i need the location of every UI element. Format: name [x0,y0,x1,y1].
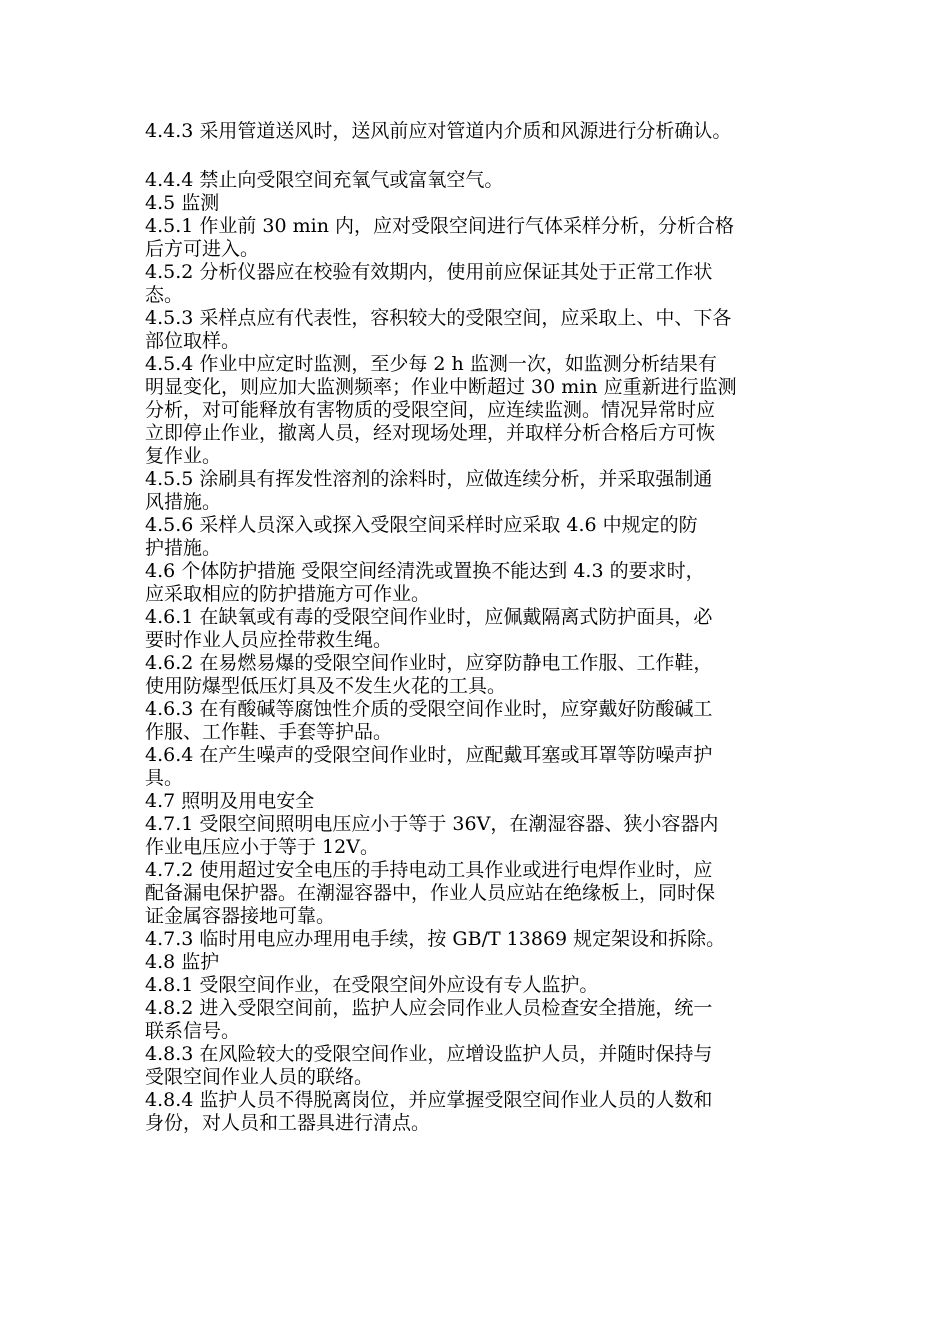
document-page [145,120,825,1135]
text-line: 具。 [145,767,184,789]
text-line-4-8-3: 4.8.3 在风险较大的受限空间作业，应增设监护人员，并随时保持与 [145,1043,713,1065]
text-line: 后方可进入。 [145,238,260,260]
text-line-4-7-1: 4.7.1 受限空间照明电压应小于等于 36V，在潮湿容器、狭小容器内 [145,813,719,835]
text-line: 态。 [145,284,184,306]
text-line-4-8-1: 4.8.1 受限空间作业，在受限空间外应设有专人监护。 [145,974,599,996]
section-heading-4-6: 4.6 个体防护措施 受限空间经清洗或置换不能达到 4.3 的要求时， [145,560,705,582]
text-line: 风措施。 [145,491,222,513]
text-line-4-7-2: 4.7.2 使用超过安全电压的手持电动工具作业或进行电焊作业时，应 [145,859,713,881]
text-line: 分析，对可能释放有害物质的受限空间，应连续监测。情况异常时应 [145,399,716,421]
text-line-4-8-4: 4.8.4 监护人员不得脱离岗位，并应掌握受限空间作业人员的人数和 [145,1089,713,1111]
text-line: 复作业。 [145,445,222,467]
section-heading-4-7: 4.7 照明及用电安全 [145,790,315,812]
text-line: 证金属容器接地可靠。 [145,905,336,927]
text-line-4-6-1: 4.6.1 在缺氧或有毒的受限空间作业时，应佩戴隔离式防护面具，必 [145,606,713,628]
text-line: 应采取相应的防护措施方可作业。 [145,583,431,605]
text-line-4-4-3: 4.4.3 采用管道送风时，送风前应对管道内介质和风源进行分析确认。 [145,120,732,142]
section-heading-4-5: 4.5 监测 [145,192,220,214]
text-line-4-5-2: 4.5.2 分析仪器应在校验有效期内，使用前应保证其处于正常工作状 [145,261,713,283]
text-line: 护措施。 [145,537,222,559]
text-line-4-5-3: 4.5.3 采样点应有代表性，容积较大的受限空间，应采取上、中、下各 [145,307,732,329]
text-line: 使用防爆型低压灯具及不发生火花的工具。 [145,675,507,697]
text-line: 作业电压应小于等于 12V。 [145,836,379,858]
text-line-4-4-4: 4.4.4 禁止向受限空间充氧气或富氧空气。 [145,169,504,191]
text-line: 明显变化，则应加大监测频率；作业中断超过 30 min 应重新进行监测 [145,376,737,398]
text-line: 配备漏电保护器。在潮湿容器中，作业人员应站在绝缘板上，同时保 [145,882,716,904]
text-line-4-8-2: 4.8.2 进入受限空间前，监护人应会同作业人员检查安全措施，统一 [145,997,713,1019]
text-line: 受限空间作业人员的联络。 [145,1066,374,1088]
text-line: 要时作业人员应拴带救生绳。 [145,629,393,651]
text-line-4-6-3: 4.6.3 在有酸碱等腐蚀性介质的受限空间作业时，应穿戴好防酸碱工 [145,698,713,720]
text-line: 联系信号。 [145,1020,241,1042]
paragraph-gap [145,143,825,169]
text-line: 作服、工作鞋、手套等护品。 [145,721,393,743]
text-line: 部位取样。 [145,330,241,352]
text-line: 身份，对人员和工器具进行清点。 [145,1112,431,1134]
text-line-4-7-3: 4.7.3 临时用电应办理用电手续，按 GB/T 13869 规定架设和拆除。 [145,928,726,950]
text-line: 立即停止作业，撤离人员，经对现场处理，并取样分析合格后方可恢 [145,422,716,444]
text-line-4-5-1: 4.5.1 作业前 30 min 内，应对受限空间进行气体采样分析，分析合格 [145,215,735,237]
text-line-4-5-5: 4.5.5 涂刷具有挥发性溶剂的涂料时，应做连续分析，并采取强制通 [145,468,713,490]
text-line-4-6-2: 4.6.2 在易燃易爆的受限空间作业时，应穿防静电工作服、工作鞋， [145,652,713,674]
text-line-4-6-4: 4.6.4 在产生噪声的受限空间作业时，应配戴耳塞或耳罩等防噪声护 [145,744,713,766]
text-line-4-5-4: 4.5.4 作业中应定时监测，至少每 2 h 监测一次，如监测分析结果有 [145,353,717,375]
text-line-4-5-6: 4.5.6 采样人员深入或探入受限空间采样时应采取 4.6 中规定的防 [145,514,698,536]
section-heading-4-8: 4.8 监护 [145,951,220,973]
